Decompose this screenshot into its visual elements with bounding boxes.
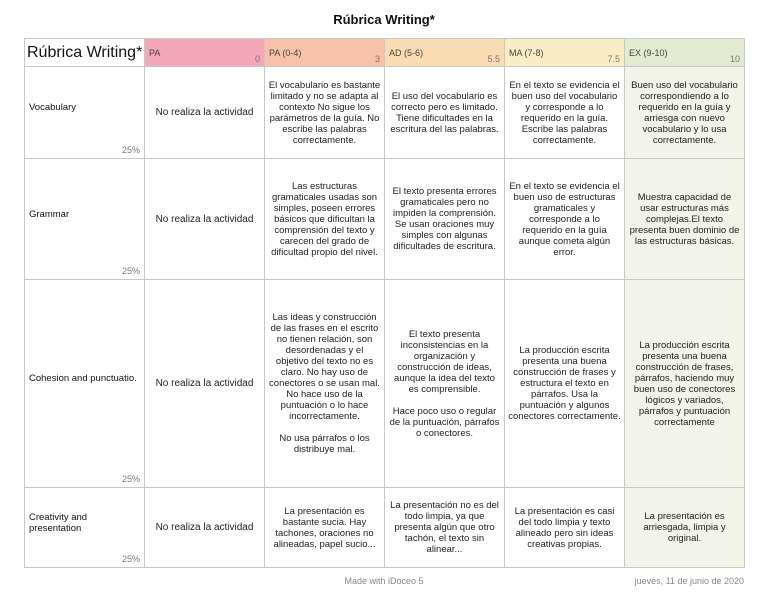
level-header-pa[interactable] bbox=[145, 39, 265, 67]
descriptor-cell[interactable] bbox=[385, 67, 505, 159]
criterion-row-cohesion bbox=[25, 280, 745, 488]
descriptor-text: No realiza la actividad bbox=[155, 213, 254, 225]
level-label: EX (9-10) bbox=[629, 47, 668, 58]
level-header-ad[interactable] bbox=[385, 39, 505, 67]
descriptor-text: El uso del vocabulario es correcto pero es limitado. Tiene dificultades en la escritura del las palabras. bbox=[390, 90, 499, 135]
descriptor-text: Muestra capacidad de usar estructuras más complejas.El texto presenta buen dominio de las estructuras básicas. bbox=[629, 191, 740, 247]
level-score: 5.5 bbox=[487, 54, 500, 64]
rubric-table-title: Rúbrica Writing* bbox=[25, 39, 145, 67]
level-header-pa-0-4[interactable] bbox=[265, 39, 385, 67]
descriptor-cell[interactable] bbox=[385, 159, 505, 280]
descriptor-text: La presentación es casi del todo limpia y texto alineado pero sin ideas creativas propias. bbox=[514, 505, 615, 550]
criterion-row-grammar bbox=[25, 159, 745, 280]
descriptor-text: La producción escrita presenta una buena construcción de frases, párrafos, haciendo muy buen uso de conectores lógicos y variados, párrafos y puntuación correctamente bbox=[633, 339, 736, 428]
descriptor-cell[interactable] bbox=[625, 488, 745, 568]
page-title: Rúbrica Writing* bbox=[333, 12, 435, 27]
descriptor-cell[interactable] bbox=[505, 280, 625, 488]
footer-made-with: Made with iDoceo 5 bbox=[344, 576, 424, 586]
descriptor-text: El texto presenta errores gramaticales pero no impiden la comprensión. Se usan oraciones muy simples con algunas dificultades de escritura. bbox=[392, 186, 497, 252]
level-label: PA bbox=[149, 47, 161, 58]
descriptor-cell[interactable] bbox=[385, 488, 505, 568]
rubric-table bbox=[24, 38, 745, 568]
descriptor-cell[interactable] bbox=[505, 488, 625, 568]
descriptor-text: El vocabulario es bastante limitado y no se adapta al contexto No sigue los parámetros de la guía. No escribe las palabras correctamente. bbox=[268, 79, 381, 146]
descriptor-text: La presentación no es del todo limpia, ya que presenta algún que otro tachón, el texto sin alinear... bbox=[390, 500, 499, 555]
descriptor-cell[interactable] bbox=[145, 488, 265, 568]
level-score: 3 bbox=[374, 54, 380, 64]
criterion-label: Cohesion and punctuatio. bbox=[29, 373, 137, 384]
descriptor-cell[interactable] bbox=[145, 67, 265, 159]
descriptor-text: Buen uso del vocabulario correspondiendo a lo requerido en la guía y arriesga con nuevo vocabulario y lo usa correctamente. bbox=[631, 79, 738, 146]
descriptor-text: La presentación es arriesgada, limpia y original. bbox=[643, 511, 726, 544]
descriptor-text: No realiza la actividad bbox=[155, 378, 254, 389]
descriptor-text: No usa párrafos o los distribuye mal. bbox=[279, 433, 370, 455]
criterion-weight: 25% bbox=[121, 266, 140, 276]
criterion-cell[interactable] bbox=[25, 280, 145, 488]
criterion-weight: 25% bbox=[121, 474, 140, 484]
descriptor-text: La producción escrita presenta una buena construcción de frases y estructura el texto en párrafos. Usa la puntuación y algunos conectores correctamente. bbox=[508, 345, 621, 422]
criterion-weight: 25% bbox=[121, 145, 140, 155]
level-header-ma[interactable] bbox=[505, 39, 625, 67]
level-score: 7.5 bbox=[607, 54, 620, 64]
level-label: MA (7-8) bbox=[509, 47, 544, 58]
criterion-label: Grammar bbox=[29, 208, 70, 220]
level-score: 10 bbox=[729, 54, 740, 64]
descriptor-cell[interactable] bbox=[625, 159, 745, 280]
descriptor-cell[interactable] bbox=[145, 280, 265, 488]
criterion-row-creativity bbox=[25, 488, 745, 568]
descriptor-text: Hace poco uso o regular de la puntuación, párrafos o conectores. bbox=[389, 405, 500, 439]
descriptor-cell[interactable] bbox=[265, 280, 385, 488]
descriptor-text: No realiza la actividad bbox=[155, 107, 254, 118]
criterion-cell[interactable] bbox=[25, 488, 145, 568]
descriptor-cell[interactable] bbox=[505, 159, 625, 280]
level-label: AD (5-6) bbox=[389, 47, 424, 58]
footer-date: jueves, 11 de junio de 2020 bbox=[634, 576, 744, 586]
descriptor-cell[interactable] bbox=[265, 67, 385, 159]
descriptor-text: El texto presenta inconsistencias en la organización y construcción de ideas, aunque la idea del texto es comprensible. bbox=[394, 328, 495, 395]
descriptor-text: En el texto se evidencia el buen uso de estructuras gramaticales y corresponde a lo requerido en la guía aunque cometa algún error. bbox=[509, 180, 620, 258]
descriptor-text: No realiza la actividad bbox=[155, 522, 254, 533]
descriptor-text: En el texto se evidencia el buen uso del vocabulario y corresponde a lo requerido en la guía. Escribe las palabras correctamente. bbox=[509, 79, 620, 146]
descriptor-cell[interactable] bbox=[385, 280, 505, 488]
criterion-label: Creativity and presentation bbox=[29, 511, 88, 534]
level-score: 0 bbox=[254, 54, 260, 64]
descriptor-cell[interactable] bbox=[145, 159, 265, 280]
descriptor-text: Las ideas y construcción de las frases en el escrito no tienen relación, son desordenadas y el objetivo del texto no es claro. No hay uso de conectores o se usan mal. No hace uso de la puntuación o lo hace incorrectamente. bbox=[269, 312, 380, 422]
descriptor-cell[interactable] bbox=[265, 159, 385, 280]
level-header-row bbox=[25, 39, 745, 67]
criterion-row-vocabulary bbox=[25, 67, 745, 159]
level-header-ex[interactable] bbox=[625, 39, 745, 67]
descriptor-cell[interactable] bbox=[625, 67, 745, 159]
descriptor-cell[interactable] bbox=[505, 67, 625, 159]
descriptor-text: La presentación es bastante sucia. Hay tachones, oraciones no alineadas, papel sucio... bbox=[273, 505, 376, 550]
descriptor-text: Las estructuras gramaticales usadas son simples, poseen errores básicos que dificultan la comprensión del texto y carecen del grado de dificultad propio del nivel. bbox=[271, 180, 378, 258]
descriptor-cell[interactable] bbox=[625, 280, 745, 488]
criterion-cell[interactable] bbox=[25, 159, 145, 280]
criterion-label: Vocabulary bbox=[29, 102, 77, 113]
criterion-weight: 25% bbox=[121, 554, 140, 564]
descriptor-cell[interactable] bbox=[265, 488, 385, 568]
criterion-cell[interactable] bbox=[25, 67, 145, 159]
level-label: PA (0-4) bbox=[269, 47, 302, 58]
